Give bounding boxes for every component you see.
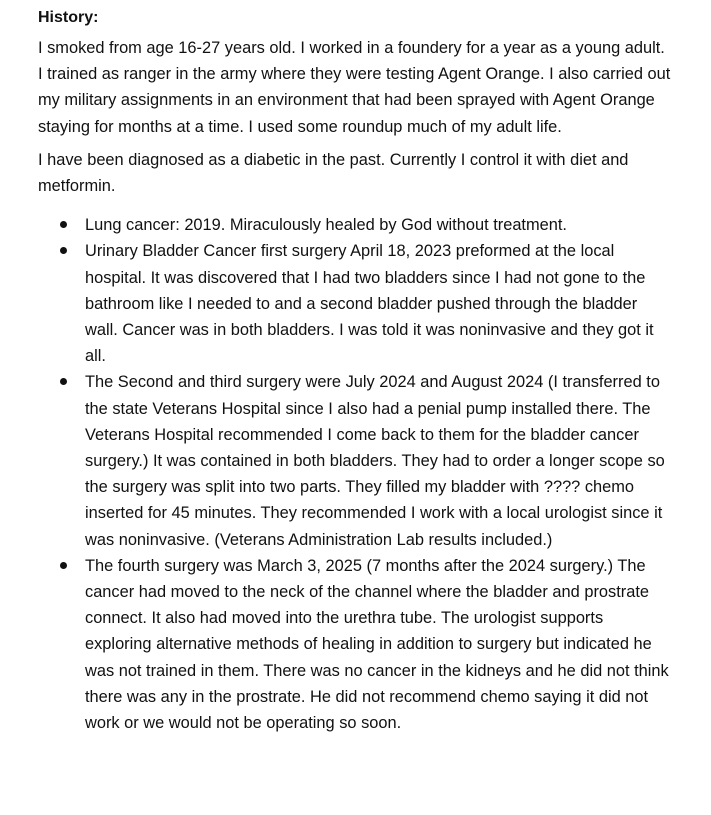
list-item-text: Lung cancer: 2019. Miraculously healed by God without treatment.	[85, 216, 567, 235]
history-heading: History:	[38, 9, 99, 26]
list-item-fourth-surgery	[38, 553, 671, 736]
list-item-first-surgery	[38, 238, 671, 369]
medical-history-list	[38, 212, 671, 736]
diabetes-paragraph: I have been diagnosed as a diabetic in the past. Currently I control it with diet and metformin.	[38, 150, 629, 196]
bullet-icon	[60, 221, 67, 228]
bullet-icon	[60, 247, 67, 254]
list-item-text: Urinary Bladder Cancer first surgery April 18, 2023 preformed at the local hospital. It was discovered that I had two bladders since I had not gone to the bathroom like I needed to and a second bladder pushed through the bladder wall. Cancer was in both bladders. I was told it was noninvasive and they got it all.	[85, 242, 654, 366]
bullet-icon	[60, 562, 67, 569]
list-item-text: The fourth surgery was March 3, 2025 (7 months after the 2024 surgery.) The cancer had moved to the neck of the channel where the bladder and prostrate connect. It also had moved into the urethra tube. The urologist supports exploring alternative methods of healing in addition to surgery but indicated he was not trained in them. There was no cancer in the kidneys and he did not think there was any in the prostrate. He did not recommend chemo saying it did not work or we would not be operating so soon.	[85, 556, 669, 733]
bullet-icon	[60, 378, 67, 385]
list-item-lung-cancer	[38, 212, 671, 238]
smoking-exposure-paragraph: I smoked from age 16-27 years old. I worked in a foundery for a year as a young adult. I trained as ranger in the army where they were testing Agent Orange. I also carried out my military assignments in an environment that had been sprayed with Agent Orange staying for months at a time. I used some roundup much of my adult life.	[38, 39, 671, 136]
list-item-text: The Second and third surgery were July 2024 and August 2024 (I transferred to the state Veterans Hospital since I also had a penial pump installed there. The Veterans Hospital recommended I come back to them for the bladder cancer surgery.) It was contained in both bladders. They had to order a longer scope so the surgery was split into two parts. They filled my bladder with ???? chemo inserted for 45 minutes. They recommended I work with a local urologist since it was noninvasive. (Veterans Administration Lab results included.)	[85, 373, 665, 549]
list-item-second-third-surgery	[38, 369, 671, 552]
